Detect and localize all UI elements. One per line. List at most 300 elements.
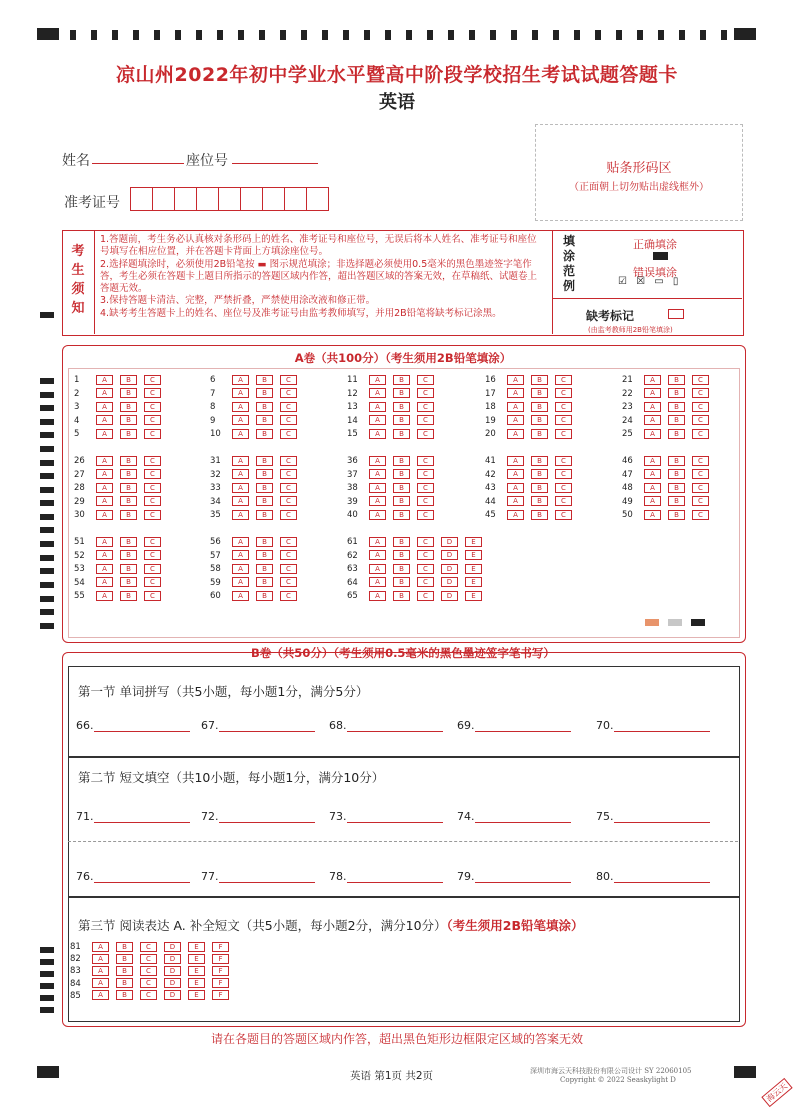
barcode-area <box>535 124 743 221</box>
option-bubble[interactable]: A <box>232 510 249 520</box>
question-row <box>485 509 579 523</box>
option-bubble[interactable]: C <box>280 577 297 587</box>
option-bubble[interactable]: B <box>120 510 137 520</box>
exam-number-grid[interactable] <box>130 187 329 211</box>
option-bubble[interactable]: C <box>417 564 434 574</box>
option-bubble[interactable]: C <box>417 415 434 425</box>
option-bubble[interactable]: E <box>188 978 205 988</box>
question-row <box>74 509 168 523</box>
option-bubble[interactable]: A <box>96 388 113 398</box>
option-bubble[interactable]: B <box>531 375 548 385</box>
option-bubble[interactable]: A <box>644 510 661 520</box>
option-bubble[interactable]: B <box>668 496 685 506</box>
name-field[interactable] <box>92 163 184 164</box>
option-bubble[interactable]: B <box>256 469 273 479</box>
blank-answer-line[interactable] <box>475 810 571 823</box>
option-bubble[interactable]: F <box>212 990 229 1000</box>
option-bubble[interactable]: C <box>555 456 572 466</box>
option-bubble[interactable]: C <box>280 510 297 520</box>
option-bubble[interactable]: B <box>120 429 137 439</box>
option-bubble[interactable]: B <box>120 375 137 385</box>
option-bubble[interactable]: A <box>369 550 386 560</box>
option-bubble[interactable]: B <box>393 537 410 547</box>
option-bubble[interactable]: B <box>531 429 548 439</box>
question-number: 81 <box>70 942 81 952</box>
option-bubble[interactable]: A <box>96 375 113 385</box>
option-bubble[interactable]: B <box>120 537 137 547</box>
blank-number: 68. <box>329 719 347 732</box>
option-bubble[interactable]: C <box>692 402 709 412</box>
option-bubble[interactable]: C <box>144 456 161 466</box>
option-bubble[interactable]: B <box>120 496 137 506</box>
option-bubble[interactable]: C <box>555 415 572 425</box>
option-bubble[interactable]: B <box>120 577 137 587</box>
option-bubble[interactable]: A <box>644 496 661 506</box>
option-bubble[interactable]: A <box>369 577 386 587</box>
blank-answer-line[interactable] <box>94 870 190 883</box>
option-bubble[interactable]: A <box>232 577 249 587</box>
option-bubble[interactable]: D <box>441 591 458 601</box>
option-bubble[interactable]: D <box>164 966 181 976</box>
option-bubble[interactable]: A <box>92 954 109 964</box>
option-bubble[interactable]: C <box>555 402 572 412</box>
question-number: 8 <box>210 402 216 412</box>
option-bubble[interactable]: C <box>280 564 297 574</box>
option-bubble[interactable]: C <box>280 496 297 506</box>
option-bubble[interactable]: C <box>692 388 709 398</box>
option-bubble[interactable]: A <box>96 415 113 425</box>
option-bubble[interactable]: A <box>644 388 661 398</box>
option-bubble[interactable]: A <box>232 388 249 398</box>
option-bubble[interactable]: A <box>507 496 524 506</box>
option-bubble[interactable]: C <box>280 415 297 425</box>
blank-number: 74. <box>457 810 475 823</box>
option-bubble[interactable]: A <box>232 564 249 574</box>
timing-mark <box>700 30 706 40</box>
option-bubble[interactable]: C <box>692 415 709 425</box>
question-number: 48 <box>622 483 633 493</box>
option-bubble[interactable]: C <box>692 375 709 385</box>
option-bubble[interactable]: B <box>256 483 273 493</box>
option-bubble[interactable]: B <box>668 415 685 425</box>
option-bubble[interactable]: B <box>256 402 273 412</box>
option-bubble[interactable]: C <box>417 483 434 493</box>
option-bubble[interactable]: D <box>441 564 458 574</box>
blank-answer-line[interactable] <box>219 810 315 823</box>
option-bubble[interactable]: B <box>256 415 273 425</box>
part3-title <box>78 916 584 934</box>
option-bubble[interactable]: B <box>393 550 410 560</box>
option-bubble[interactable]: B <box>120 591 137 601</box>
timing-mark <box>637 30 643 40</box>
option-bubble[interactable]: B <box>393 388 410 398</box>
option-bubble[interactable]: A <box>232 496 249 506</box>
option-bubble[interactable]: B <box>531 388 548 398</box>
option-bubble[interactable]: A <box>507 415 524 425</box>
question-row <box>347 496 441 510</box>
blank-answer-line[interactable] <box>219 719 315 732</box>
option-bubble[interactable]: A <box>507 429 524 439</box>
option-bubble[interactable]: C <box>555 510 572 520</box>
option-bubble[interactable]: A <box>507 469 524 479</box>
option-bubble[interactable]: A <box>369 415 386 425</box>
part3-note: （考生须用2B铅笔填涂） <box>446 918 584 933</box>
option-bubble[interactable]: C <box>144 429 161 439</box>
option-bubble[interactable]: B <box>531 415 548 425</box>
option-bubble[interactable]: A <box>96 469 113 479</box>
option-bubble[interactable]: B <box>393 456 410 466</box>
option-bubble[interactable]: A <box>644 483 661 493</box>
option-bubble[interactable]: C <box>692 469 709 479</box>
option-bubble[interactable]: B <box>256 564 273 574</box>
option-bubble[interactable]: A <box>644 415 661 425</box>
option-bubble[interactable]: F <box>212 978 229 988</box>
option-bubble[interactable]: B <box>668 388 685 398</box>
question-number: 62 <box>347 550 358 561</box>
option-bubble[interactable]: C <box>555 496 572 506</box>
question-row <box>347 428 441 442</box>
option-bubble[interactable]: D <box>164 978 181 988</box>
option-bubble[interactable]: A <box>96 429 113 439</box>
seat-field[interactable] <box>232 163 318 164</box>
option-bubble[interactable]: C <box>417 510 434 520</box>
option-bubble[interactable]: A <box>507 456 524 466</box>
option-bubble[interactable]: E <box>188 954 205 964</box>
option-bubble[interactable]: B <box>256 375 273 385</box>
option-bubble[interactable]: C <box>280 429 297 439</box>
option-bubble[interactable]: C <box>144 577 161 587</box>
question-number: 37 <box>347 469 358 480</box>
option-bubble[interactable]: D <box>164 954 181 964</box>
option-bubble[interactable]: C <box>144 483 161 493</box>
option-bubble[interactable]: C <box>144 402 161 412</box>
option-bubble[interactable]: B <box>668 402 685 412</box>
option-bubble[interactable]: E <box>188 966 205 976</box>
option-bubble[interactable]: B <box>256 510 273 520</box>
option-bubble[interactable]: C <box>417 550 434 560</box>
option-bubble[interactable]: B <box>531 510 548 520</box>
option-bubble[interactable]: A <box>96 456 113 466</box>
option-bubble[interactable]: A <box>96 510 113 520</box>
option-bubble[interactable]: B <box>116 978 133 988</box>
fill-blank <box>76 870 190 883</box>
option-bubble[interactable]: B <box>256 388 273 398</box>
option-bubble[interactable]: B <box>531 469 548 479</box>
option-bubble[interactable]: A <box>96 591 113 601</box>
option-bubble[interactable]: E <box>465 550 482 560</box>
option-bubble[interactable]: A <box>369 429 386 439</box>
option-bubble[interactable]: C <box>144 510 161 520</box>
option-bubble[interactable]: C <box>692 510 709 520</box>
option-bubble[interactable]: C <box>555 483 572 493</box>
option-bubble[interactable]: C <box>417 375 434 385</box>
option-bubble[interactable]: B <box>256 537 273 547</box>
option-bubble[interactable]: C <box>144 388 161 398</box>
option-bubble[interactable]: B <box>393 469 410 479</box>
option-bubble[interactable]: C <box>417 469 434 479</box>
question-row <box>74 388 168 402</box>
option-bubble[interactable]: A <box>96 496 113 506</box>
option-bubble[interactable]: E <box>465 564 482 574</box>
question-number: 29 <box>74 496 85 507</box>
option-bubble[interactable]: A <box>232 415 249 425</box>
option-bubble[interactable]: C <box>280 591 297 601</box>
option-bubble[interactable]: C <box>140 990 157 1000</box>
fill-blank <box>457 719 571 732</box>
option-bubble[interactable]: B <box>393 591 410 601</box>
option-bubble[interactable]: A <box>232 591 249 601</box>
option-bubble[interactable]: B <box>120 564 137 574</box>
option-bubble[interactable]: C <box>280 550 297 560</box>
option-bubble[interactable]: A <box>96 550 113 560</box>
option-bubble[interactable]: B <box>668 429 685 439</box>
option-bubble[interactable]: B <box>120 469 137 479</box>
option-bubble[interactable]: D <box>441 550 458 560</box>
option-bubble[interactable]: B <box>531 483 548 493</box>
option-bubble[interactable]: C <box>280 375 297 385</box>
option-bubble[interactable]: A <box>92 966 109 976</box>
option-bubble[interactable]: E <box>465 577 482 587</box>
option-bubble[interactable]: A <box>369 510 386 520</box>
question-number: 57 <box>210 550 221 561</box>
option-bubble[interactable]: C <box>140 966 157 976</box>
option-bubble[interactable]: C <box>144 550 161 560</box>
blank-answer-line[interactable] <box>614 810 710 823</box>
option-bubble[interactable]: D <box>441 577 458 587</box>
question-number: 10 <box>210 429 221 439</box>
option-bubble[interactable]: C <box>280 469 297 479</box>
option-bubble[interactable]: C <box>417 402 434 412</box>
question-number: 6 <box>210 375 216 385</box>
notice-item: 3.保持答题卡清洁、完整，严禁折叠，严禁使用涂改液和修正带。 <box>100 295 376 307</box>
option-bubble[interactable]: B <box>120 388 137 398</box>
option-bubble[interactable]: A <box>96 577 113 587</box>
option-bubble[interactable]: C <box>280 402 297 412</box>
option-bubble[interactable]: D <box>164 990 181 1000</box>
question-row <box>74 536 168 550</box>
option-bubble[interactable]: E <box>465 537 482 547</box>
option-bubble[interactable]: C <box>692 456 709 466</box>
option-bubble[interactable]: A <box>369 496 386 506</box>
option-bubble[interactable]: B <box>668 456 685 466</box>
blank-answer-line[interactable] <box>219 870 315 883</box>
option-bubble[interactable]: C <box>417 591 434 601</box>
question-number: 22 <box>622 388 633 399</box>
blank-answer-line[interactable] <box>94 810 190 823</box>
option-bubble[interactable]: C <box>417 537 434 547</box>
option-bubble[interactable]: B <box>120 415 137 425</box>
option-bubble[interactable]: B <box>393 375 410 385</box>
option-bubble[interactable]: B <box>393 577 410 587</box>
option-bubble[interactable]: A <box>644 469 661 479</box>
option-bubble[interactable]: C <box>140 942 157 952</box>
option-bubble[interactable]: C <box>417 496 434 506</box>
option-bubble[interactable]: C <box>417 429 434 439</box>
part2-divider <box>68 841 738 842</box>
option-bubble[interactable]: B <box>256 591 273 601</box>
option-bubble[interactable]: B <box>256 456 273 466</box>
question-row <box>210 577 304 591</box>
option-bubble[interactable]: B <box>668 469 685 479</box>
option-bubble[interactable]: A <box>369 402 386 412</box>
option-bubble[interactable]: A <box>232 456 249 466</box>
option-bubble[interactable]: C <box>555 469 572 479</box>
option-bubble[interactable]: C <box>280 456 297 466</box>
option-bubble[interactable]: B <box>256 496 273 506</box>
option-bubble[interactable]: C <box>417 456 434 466</box>
option-bubble[interactable]: B <box>120 483 137 493</box>
option-bubble[interactable]: F <box>212 966 229 976</box>
option-bubble[interactable]: B <box>393 510 410 520</box>
option-bubble[interactable]: C <box>555 429 572 439</box>
option-bubble[interactable]: C <box>692 496 709 506</box>
option-bubble[interactable]: A <box>232 402 249 412</box>
option-bubble[interactable]: B <box>393 429 410 439</box>
option-bubble[interactable]: C <box>417 388 434 398</box>
option-bubble[interactable]: C <box>555 388 572 398</box>
option-bubble[interactable]: C <box>417 577 434 587</box>
option-bubble[interactable]: B <box>393 564 410 574</box>
absent-mark-box[interactable] <box>668 309 684 319</box>
question-number: 34 <box>210 496 221 507</box>
option-bubble[interactable]: B <box>116 954 133 964</box>
option-bubble[interactable]: A <box>369 469 386 479</box>
option-bubble[interactable]: A <box>92 942 109 952</box>
option-bubble[interactable]: A <box>369 564 386 574</box>
blank-answer-line[interactable] <box>347 810 443 823</box>
option-bubble[interactable]: C <box>692 483 709 493</box>
timing-mark <box>40 500 54 506</box>
option-bubble[interactable]: A <box>96 402 113 412</box>
option-bubble[interactable]: B <box>256 429 273 439</box>
option-bubble[interactable]: C <box>280 388 297 398</box>
option-bubble[interactable]: A <box>369 375 386 385</box>
option-bubble[interactable]: B <box>531 496 548 506</box>
option-bubble[interactable]: A <box>232 483 249 493</box>
option-bubble[interactable]: B <box>393 496 410 506</box>
fill-blank <box>76 719 190 732</box>
divider <box>552 230 553 334</box>
option-bubble[interactable]: C <box>144 375 161 385</box>
option-bubble[interactable]: C <box>140 978 157 988</box>
option-bubble[interactable]: A <box>507 402 524 412</box>
blank-answer-line[interactable] <box>347 870 443 883</box>
option-bubble[interactable]: A <box>644 429 661 439</box>
option-bubble[interactable]: C <box>140 954 157 964</box>
option-bubble[interactable]: C <box>280 537 297 547</box>
wrong-fill-marks: ☑ ☒ ▭ ▯ <box>618 276 682 287</box>
option-bubble[interactable]: F <box>212 942 229 952</box>
option-bubble[interactable]: B <box>116 966 133 976</box>
blank-answer-line[interactable] <box>614 870 710 883</box>
option-bubble[interactable]: A <box>232 429 249 439</box>
option-bubble[interactable]: C <box>144 591 161 601</box>
option-bubble[interactable]: C <box>144 469 161 479</box>
option-bubble[interactable]: A <box>232 550 249 560</box>
option-bubble[interactable]: E <box>188 990 205 1000</box>
option-bubble[interactable]: C <box>144 415 161 425</box>
blank-answer-line[interactable] <box>614 719 710 732</box>
option-bubble[interactable]: B <box>120 456 137 466</box>
option-bubble[interactable]: A <box>232 469 249 479</box>
option-bubble[interactable]: E <box>188 942 205 952</box>
option-bubble[interactable]: A <box>96 483 113 493</box>
option-bubble[interactable]: A <box>96 564 113 574</box>
option-bubble[interactable]: A <box>644 402 661 412</box>
option-bubble[interactable]: A <box>369 483 386 493</box>
option-bubble[interactable]: A <box>507 510 524 520</box>
timing-mark <box>574 30 580 40</box>
option-bubble[interactable]: B <box>256 577 273 587</box>
question-number: 25 <box>622 429 633 439</box>
option-bubble[interactable]: A <box>369 388 386 398</box>
option-bubble[interactable]: A <box>96 537 113 547</box>
option-bubble[interactable]: A <box>644 375 661 385</box>
option-bubble[interactable]: C <box>692 429 709 439</box>
option-bubble[interactable]: C <box>555 375 572 385</box>
question-number: 47 <box>622 469 633 480</box>
option-bubble[interactable]: E <box>465 591 482 601</box>
blank-answer-line[interactable] <box>475 719 571 732</box>
option-bubble[interactable]: C <box>144 496 161 506</box>
option-bubble[interactable]: C <box>144 537 161 547</box>
option-bubble[interactable]: B <box>120 550 137 560</box>
option-bubble[interactable]: A <box>92 990 109 1000</box>
question-number: 3 <box>74 402 80 412</box>
blank-answer-line[interactable] <box>94 719 190 732</box>
question-number: 52 <box>74 550 85 561</box>
question-row <box>347 577 489 591</box>
option-bubble[interactable]: C <box>280 483 297 493</box>
option-bubble[interactable]: B <box>393 483 410 493</box>
option-bubble[interactable]: B <box>116 990 133 1000</box>
option-bubble[interactable]: A <box>644 456 661 466</box>
option-bubble[interactable]: A <box>232 375 249 385</box>
option-bubble[interactable]: B <box>393 402 410 412</box>
option-bubble[interactable]: B <box>531 402 548 412</box>
option-bubble[interactable]: A <box>369 537 386 547</box>
option-bubble[interactable]: D <box>164 942 181 952</box>
option-bubble[interactable]: D <box>441 537 458 547</box>
option-bubble[interactable]: B <box>668 483 685 493</box>
option-bubble[interactable]: A <box>369 456 386 466</box>
option-bubble[interactable]: B <box>393 415 410 425</box>
divider <box>552 298 742 299</box>
timing-mark <box>259 30 265 40</box>
blank-answer-line[interactable] <box>347 719 443 732</box>
option-bubble[interactable]: A <box>369 591 386 601</box>
fill-example-label: 填涂范例 <box>563 234 576 293</box>
option-bubble[interactable]: A <box>507 375 524 385</box>
blank-answer-line[interactable] <box>475 870 571 883</box>
timing-mark <box>385 30 391 40</box>
option-bubble[interactable]: B <box>531 456 548 466</box>
question-number: 28 <box>74 483 85 493</box>
option-bubble[interactable]: A <box>232 537 249 547</box>
option-bubble[interactable]: B <box>256 550 273 560</box>
option-bubble[interactable]: B <box>668 375 685 385</box>
option-bubble[interactable]: F <box>212 954 229 964</box>
option-bubble[interactable]: A <box>507 388 524 398</box>
option-bubble[interactable]: B <box>120 402 137 412</box>
option-bubble[interactable]: C <box>144 564 161 574</box>
absent-note: (由监考教师用2B铅笔填涂) <box>588 326 673 334</box>
option-bubble[interactable]: A <box>92 978 109 988</box>
option-bubble[interactable]: B <box>116 942 133 952</box>
timing-mark <box>490 30 496 40</box>
option-bubble[interactable]: B <box>668 510 685 520</box>
option-bubble[interactable]: A <box>507 483 524 493</box>
